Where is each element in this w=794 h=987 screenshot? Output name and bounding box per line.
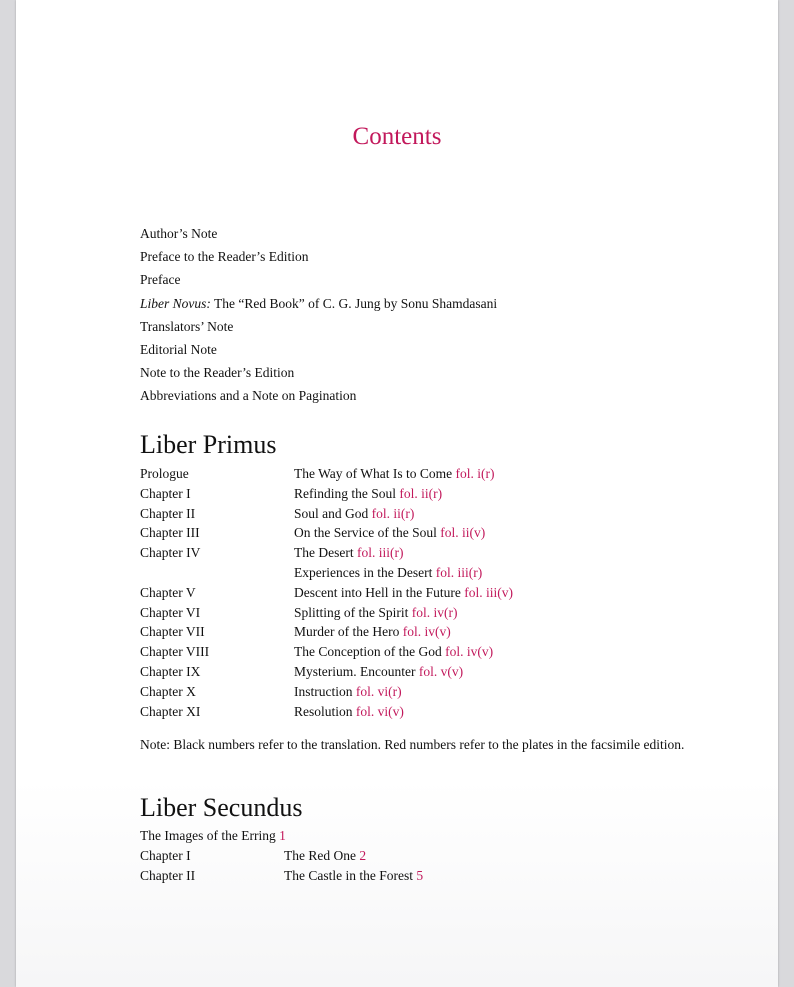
edition-note: Note: Black numbers refer to the translation. Red numbers refer to the plates in the facsimile edition. [140, 737, 685, 752]
folio-ref: fol. ii(v) [440, 525, 486, 541]
chapter-label: Chapter VII [140, 624, 205, 640]
front-matter-item[interactable]: Note to the Reader’s Edition [140, 365, 295, 381]
chapter-title: The Images of the Erring [140, 828, 276, 843]
chapter-title: Refinding the Soul [294, 485, 396, 501]
folio-ref: fol. i(r) [455, 466, 495, 481]
folio-ref: fol. iv(v) [402, 624, 451, 640]
chapter-title: The Red One [284, 847, 356, 863]
chapter-label: Chapter II [140, 505, 196, 521]
chapter-title: Splitting of the Spirit [294, 604, 409, 620]
folio-ref: fol. iv(r) [411, 604, 458, 620]
liber-secundus-heading: Liber Secundus [140, 793, 303, 822]
front-matter-list [140, 222, 497, 408]
chapter-label: Chapter IX [140, 663, 201, 679]
folio-ref: fol. ii(r) [371, 505, 415, 521]
front-matter-item[interactable]: Liber Novus: The “Red Book” of C. G. Jung by Sonu Shamdasani [140, 295, 498, 311]
chapter-label: Chapter VIII [140, 644, 210, 660]
folio-ref: fol. ii(r) [399, 485, 443, 501]
front-matter-item[interactable]: Editorial Note [140, 341, 217, 357]
page-ref: 1 [279, 828, 286, 843]
folio-ref: fol. iii(r) [435, 564, 483, 580]
folio-ref: fol. iii(v) [464, 584, 513, 600]
front-matter-item[interactable]: Preface to the Reader’s Edition [140, 249, 309, 265]
chapter-label: Chapter I [140, 485, 191, 501]
chapter-label: Chapter IV [140, 545, 201, 561]
folio-ref: fol. v(v) [418, 663, 464, 679]
chapter-title: Soul and God [294, 505, 369, 521]
folio-ref: fol. iv(v) [445, 644, 494, 660]
chapter-title: Experiences in the Desert [294, 564, 433, 580]
chapter-title: On the Service of the Soul [294, 525, 437, 541]
chapter-label: Chapter XI [140, 703, 201, 719]
front-matter-item[interactable]: Translators’ Note [140, 318, 234, 334]
chapter-title: The Desert [294, 545, 354, 561]
chapter-label: Chapter X [140, 683, 196, 699]
folio-ref: fol. vi(r) [355, 683, 402, 699]
chapter-title: The Castle in the Forest [284, 867, 413, 883]
front-matter-item[interactable]: Preface [140, 272, 181, 288]
chapter-title: Instruction [294, 683, 353, 699]
folio-ref: fol. vi(v) [355, 703, 404, 719]
chapter-label: Chapter III [140, 525, 200, 541]
page-ref: 5 [416, 867, 424, 883]
chapter-title: Mysterium. Encounter [294, 663, 416, 679]
page-ref: 2 [359, 847, 367, 863]
chapter-title: The Way of What Is to Come [294, 466, 453, 481]
chapter-title: Descent into Hell in the Future [294, 584, 461, 600]
chapter-title: The Conception of the God [294, 644, 442, 660]
chapter-label: Chapter II [140, 867, 196, 883]
liber-primus-heading: Liber Primus [140, 430, 277, 459]
folio-ref: fol. iii(r) [356, 545, 404, 561]
chapter-label: Prologue [140, 466, 189, 481]
page-title: Contents [352, 123, 442, 150]
chapter-label: Chapter VI [140, 604, 201, 620]
chapter-label: Chapter V [140, 584, 196, 600]
document-page [16, 0, 778, 987]
front-matter-item[interactable]: Abbreviations and a Note on Pagination [140, 388, 357, 404]
front-matter-item[interactable]: Author’s Note [140, 226, 218, 241]
chapter-title: Murder of the Hero [294, 624, 400, 640]
chapter-title: Resolution [294, 703, 353, 719]
chapter-label: Chapter I [140, 847, 191, 863]
